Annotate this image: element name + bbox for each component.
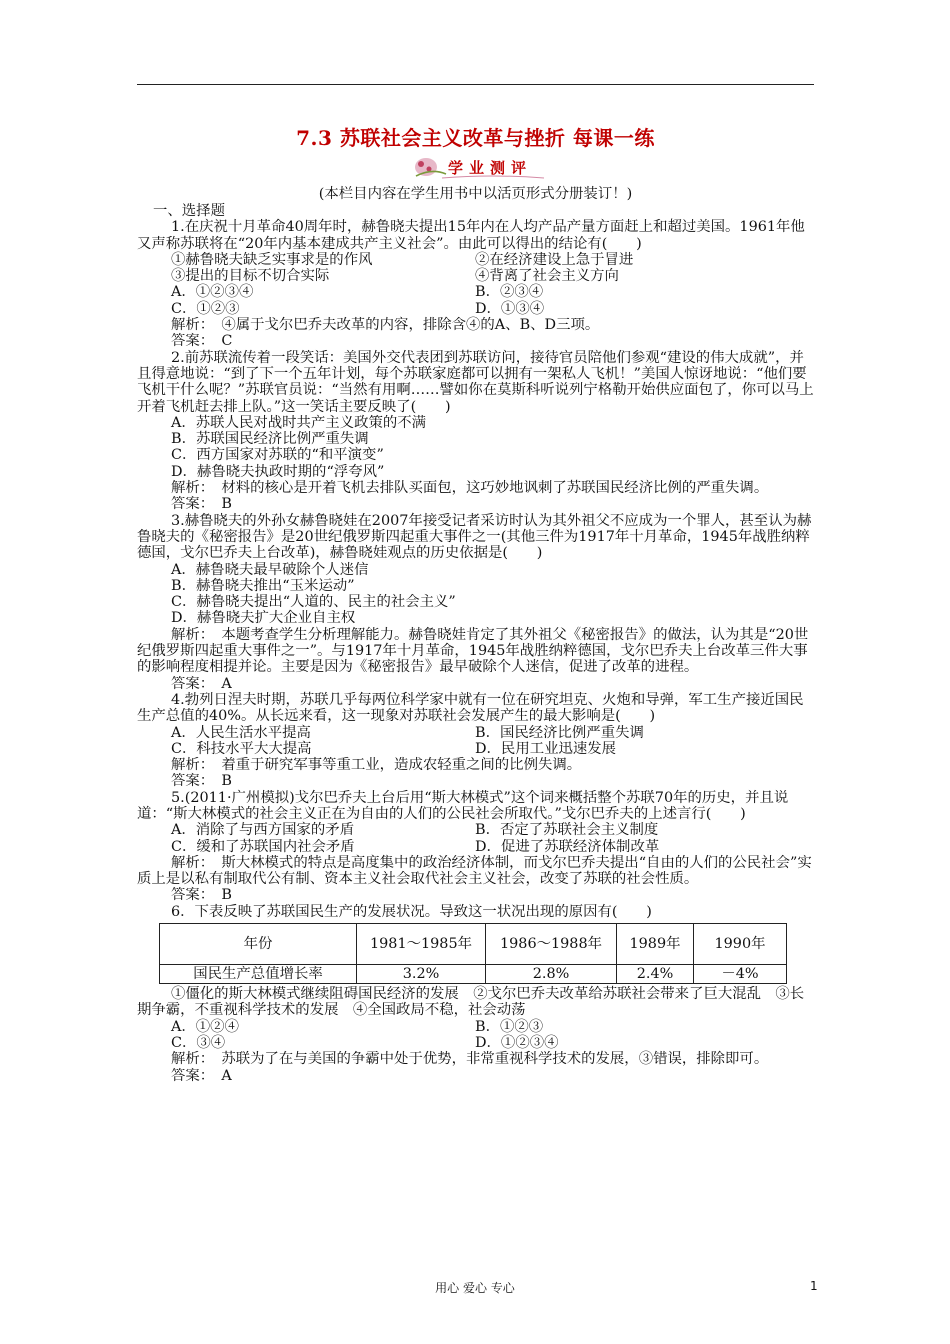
header-rule [137,84,814,85]
q2-analysis: 解析： 材料的核心是开着飞机去排队买面包，这巧妙地讽刺了苏联国民经济比例的严重失调。 [171,480,769,497]
binding-note: (本栏目内容在学生用书中以活页形式分册装订！) [318,186,633,202]
q1-statements-row1: ①赫鲁晓夫缺乏实事求是的作风 ②在经济建设上急于冒进 [171,251,634,268]
q6-answer: 答案： A [171,1067,232,1084]
q6-statements: ①僵化的斯大林模式继续阻碍国民经济的发展 ②戈尔巴乔夫改革给苏联社会带来了巨大混乱 ③长期争霸，不重视科学技术的发展 ④全国政局不稳，社会动荡 [137,986,805,1019]
q2-option-b: B．苏联国民经济比例严重失调 [171,431,369,448]
table-row: 年份 1981～1985年 1986～1988年 1989年 1990年 [160,924,787,965]
q6-options-row2: C．③④ D．①②③④ [171,1034,559,1051]
gnp-growth-table [159,923,787,984]
q5-stem: 5.(2011·广州模拟)戈尔巴乔夫上台后用“斯大林模式”这个词来概括整个苏联70年的历史，并且说道：“斯大林模式的社会主义正在为自由的人们的公民社会所取代。”戈尔巴乔夫的上述言行( ) [137,789,789,822]
question-list [137,203,814,1084]
q4-analysis: 解析： 着重于研究军事等重工业，造成农轻重之间的比例失调。 [171,757,582,774]
q5-options-row1: A．消除了与西方国家的矛盾 B．否定了苏联社会主义制度 [171,822,659,839]
page-number: 1 [810,1279,818,1293]
q3-option-b: B．赫鲁晓夫推出“玉米运动” [171,577,355,594]
q4-answer: 答案： B [171,773,232,790]
q2-answer: 答案： B [171,496,232,513]
q3-answer: 答案： A [171,675,232,692]
banner-label: 学业测评 [448,159,533,177]
q5-options-row2: C．缓和了苏联国内社会矛盾 D．促进了苏联经济体制改革 [171,838,660,855]
q3-option-a: A．赫鲁晓夫最早破除个人迷信 [171,561,369,578]
q4-stem: 4.勃列日涅夫时期，苏联几乎每两位科学家中就有一位在研究坦克、火炮和导弹，军工生产接近国民生产总值的40%。从长远来看，这一现象对苏联社会发展产生的最大影响是( ) [137,691,804,725]
q4-options-row1: A．人民生活水平提高 B．国民经济比例严重失调 [171,724,644,741]
q3-stem: 3.赫鲁晓夫的外孙女赫鲁晓娃在2007年接受记者采访时认为其外祖父不应成为一个罪人，甚至认为赫鲁晓夫的《秘密报告》是20世纪俄罗斯四起重大事件之一(其他三件为1917年十月革命，1945年战胜纳粹德国，戈尔巴乔夫上台改革)，赫鲁晓娃观点的历史依据是( ) [137,512,812,562]
q1-options-row1: A．①②③④ B．②③④ [171,284,544,301]
page-title: 7.3 苏联社会主义改革与挫折 每课一练 [296,126,655,150]
q6-stem: 6．下表反映了苏联国民生产的发展状况。导致这一状况出现的原因有( ) [171,903,652,920]
q1-options-row2: C．①②③ D．①③④ [171,300,545,317]
q2-stem: 2.前苏联流传着一段笑话：美国外交代表团到苏联访问，接待官员陪他们参观“建设的伟大成就”，并且得意地说：“到了下一个五年计划，每个苏联家庭都可以拥有一架私人飞机！”美国人惊讶地说：“他们要飞机干什么呢？”苏联官员说：“当然有用啊……譬如你在莫斯科听说列宁格勒开始供应面包了，你可以马上开着飞机赶去排上队。”这一笑话主要反映了( ) [137,349,814,415]
q4-options-row2: C．科技水平大大提高 D．民用工业迅速发展 [171,740,617,757]
footer-slogan: 用心 爱心 专心 [435,1281,515,1295]
q5-analysis: 解析： 斯大林模式的特点是高度集中的政治经济体制，而戈尔巴乔夫提出“自由的人们的公民社会”实质上是以私有制取代公有制、资本主义社会取代社会主义社会，改变了苏联的社会性质。 [137,854,812,888]
table-row: 国民生产总值增长率 3.2% 2.8% 2.4% －4% [160,965,787,984]
section-banner [412,154,548,180]
q1-answer: 答案： C [171,333,233,350]
q1-stem: 1.在庆祝十月革命40周年时，赫鲁晓夫提出15年内在人均产品产量方面赶上和超过美国。1961年他又声称苏联将在“20年内基本建成共产主义社会”。由此可以得出的结论有( ) [137,219,805,252]
q2-option-d: D．赫鲁晓夫执政时期的“浮夸风” [171,463,385,480]
q1-statements-row2: ③提出的目标不切合实际 ④背离了社会主义方向 [171,268,619,285]
q3-analysis: 解析： 本题考查学生分析理解能力。赫鲁晓娃肯定了其外祖父《秘密报告》的做法，认为其是“20世纪俄罗斯四起重大事件之一”。与1917年十月革命，1945年战胜纳粹德国，戈尔巴乔夫上台改革三件大事的影响程度相提并论。主要是因为《秘密报告》最早破除个人迷信，促进了改革的进程。 [137,626,809,676]
q5-answer: 答案： B [171,887,232,904]
q2-option-c: C．西方国家对苏联的“和平演变” [171,447,384,464]
q3-option-d: D．赫鲁晓夫扩大企业自主权 [171,610,356,627]
q2-option-a: A．苏联人民对战时共产主义政策的不满 [171,414,427,431]
section-heading: 一、选择题 [153,203,225,219]
q1-analysis: 解析： ④属于戈尔巴乔夫改革的内容，排除含④的A、B、D三项。 [171,317,600,334]
q6-options-row1: A．①②④ B．①②③ [171,1018,544,1035]
q3-option-c: C．赫鲁晓夫提出“人道的、民主的社会主义” [171,594,456,611]
q6-analysis: 解析： 苏联为了在与美国的争霸中处于优势，非常重视科学技术的发展，③错误，排除即可。 [171,1051,769,1068]
